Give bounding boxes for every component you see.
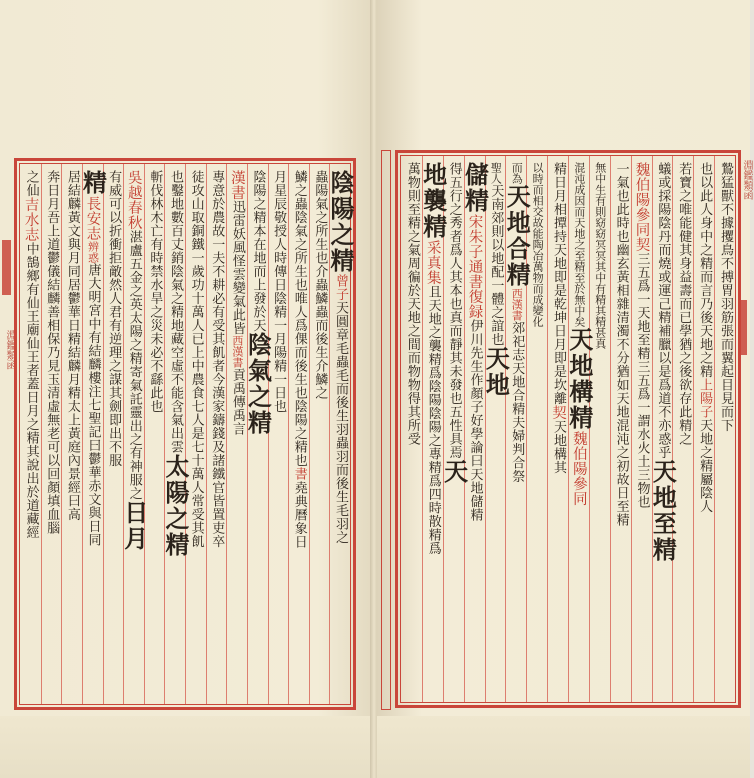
text-column — [418, 156, 448, 702]
text-column — [714, 156, 735, 702]
entry-heading: 天地至精 — [648, 459, 678, 563]
source-citation: 漢書 — [228, 170, 245, 200]
entry-text: 天圓章毛蟲毛而後生羽蟲羽而後生毛羽之 — [333, 301, 348, 544]
left-text-frame — [14, 158, 356, 710]
entry-text: 天南郊則以地配一體之誼也 — [488, 184, 504, 346]
entry-heading: 天地合精 — [502, 184, 532, 288]
source-citation: 上陽子 — [697, 378, 713, 419]
entry-text: 天地構其 — [551, 420, 566, 474]
entry-text: 也以此人身中之精而言乃後天地之精 — [697, 162, 713, 378]
text-column — [564, 156, 594, 702]
source-citation: 采真集 — [424, 240, 441, 285]
column-text — [693, 162, 714, 513]
entry-heading: 地襲精 — [418, 162, 448, 240]
column-text — [206, 170, 227, 548]
right-edge-mark: 淵鑑類函 — [741, 160, 752, 200]
entry-text: 有威可以折衝拒敵然人君有逆理之謀其劍即出不服 — [106, 170, 122, 467]
text-column — [206, 164, 227, 704]
text-column — [460, 156, 490, 702]
text-column — [144, 164, 165, 704]
right-column-area — [401, 156, 735, 702]
right-edge-strip — [381, 150, 391, 710]
source-citation: 魏伯陽參同 — [570, 431, 587, 506]
text-column — [78, 164, 108, 704]
entry-text: 而為 — [510, 162, 524, 184]
entry-heading: 天地 — [481, 346, 511, 398]
column-text — [288, 170, 309, 548]
entry-text: 居結麟黃文與月同居鬱華日精結麟月精太上黃庭內景經曰高 — [64, 170, 80, 521]
left-column-area — [20, 164, 355, 704]
text-column — [185, 164, 206, 704]
entry-text: 鷙猛獸不據攫鳥不搏胃羽筋張而翼起目見而下 — [718, 162, 733, 432]
column-text — [144, 170, 165, 413]
column-text — [648, 162, 678, 563]
text-column — [243, 164, 273, 704]
entry-text: 聖人 — [489, 162, 503, 184]
column-text — [78, 170, 108, 547]
source-citation: 長安志 — [84, 196, 101, 241]
column-text — [714, 162, 735, 432]
entry-heading: 陰氣之精 — [243, 332, 273, 436]
text-column — [20, 164, 41, 704]
entry-heading: 陰陽之精 — [326, 170, 355, 274]
column-text — [41, 170, 62, 535]
source-citation: 辨惑 — [86, 241, 100, 263]
entry-heading: 儲精 — [460, 162, 490, 214]
entry-text: 徒攻山取銅鐵一歲功十萬人已上中農食七人是七十萬人常受其飢 — [188, 170, 204, 548]
right-page — [377, 0, 750, 778]
column-text — [61, 170, 82, 521]
text-column — [481, 156, 511, 702]
text-column — [41, 164, 62, 704]
entry-text: 蟻或採陽陰丹而燒或運己精補臘以是爲道不亦惑乎 — [655, 162, 671, 459]
text-column — [119, 164, 149, 704]
entry-text: 且天地之襲精爲陰陽陰陽之專精爲四時散精爲 — [425, 285, 441, 555]
entry-text: 迅雷妖風怪雲變氣此皆 — [229, 200, 245, 335]
source-citation: 吳越春秋 — [125, 170, 142, 230]
entry-text: 之仙 — [23, 170, 39, 197]
column-text — [502, 162, 532, 483]
entry-text: 若寶之唯能健其身益壽而已學猶之後欲存此精之 — [676, 162, 692, 446]
entry-text: 奔日月吾上道鬱儀結麟善相保乃見玉清虛無老可以回顏填血腦 — [44, 170, 60, 535]
entry-heading: 精 — [78, 170, 108, 196]
column-text — [418, 162, 448, 555]
column-text — [161, 170, 190, 558]
entry-text: 貢禹傳禹言 — [229, 368, 245, 436]
text-column — [693, 156, 714, 702]
entry-heading: 天 — [439, 459, 469, 485]
source-citation: 宋朱子通書復録 — [466, 214, 483, 319]
entry-text: 唐大明宮中有結麟樓注七聖記曰鬱華赤文與日同 — [85, 263, 101, 547]
column-text — [20, 170, 41, 539]
text-column — [631, 156, 652, 702]
entry-text: 鱗之蟲陰氣之所生也唯人爲倮而後生也陰陽之精也 — [291, 170, 307, 467]
text-column — [547, 156, 568, 702]
entry-text: 湛盧五金之英太陽之精寄氣託靈出之有神服之 — [126, 230, 142, 500]
left-page — [0, 0, 374, 778]
source-citation: 西漢書 — [510, 288, 524, 321]
source-citation: 魏伯陽參同契 — [633, 162, 650, 252]
left-page-foot — [0, 716, 374, 778]
text-column — [502, 156, 532, 702]
entry-heading: 太陽之精 — [161, 453, 190, 558]
left-edge-tab — [2, 240, 11, 295]
column-text — [610, 162, 631, 527]
entry-heading: 天地構精 — [564, 327, 594, 431]
text-column — [161, 164, 190, 704]
column-text — [631, 162, 652, 509]
entry-text: 三五爲一天地至精三五爲一謂水火土三物也 — [634, 252, 650, 509]
entry-text: 郊祀志天地合精夫婦判合祭 — [509, 321, 525, 483]
text-column — [648, 156, 678, 702]
column-text — [119, 170, 149, 552]
text-column — [672, 156, 693, 702]
column-text — [103, 170, 124, 467]
entry-text: 斬伐林木亡有時禁水旱之災未必不繇此也 — [147, 170, 163, 413]
column-text — [226, 170, 247, 436]
column-text — [309, 170, 330, 400]
entry-text: 精日月相撢持天地即是乾坤日月即是坎離 — [551, 162, 566, 405]
text-column — [309, 164, 330, 704]
entry-text: 蟲陽氣之所生也介蟲鱗蟲而後生介鱗之 — [312, 170, 328, 400]
text-column — [401, 156, 422, 702]
entry-text: 混沌成因而天地之至精至於無中矣 — [572, 162, 586, 327]
entry-text: 無中生有則窈窈冥冥其中有精其精甚真 — [593, 162, 607, 349]
column-text — [243, 170, 273, 436]
entry-text: 天地之精屬陰人 — [697, 418, 713, 513]
source-citation: 曾子 — [333, 274, 348, 301]
column-text — [672, 162, 693, 446]
entry-text: 萬物則至精之氣周徧於天地之間而物物得其所受 — [404, 162, 420, 446]
entry-text: 月星辰敬授人時傳日陰精一月陽精一日也 — [271, 170, 287, 413]
right-text-frame — [395, 150, 741, 708]
entry-text: 也鑿地數百丈銷陰氣之精地藏空虛不能含氣出雲 — [168, 170, 183, 454]
column-text — [547, 162, 568, 474]
entry-heading: 日月 — [119, 500, 149, 552]
entry-text: 陰陽之精本在地而上發於天 — [250, 170, 266, 332]
entry-text: 堯典曆象日 — [291, 480, 307, 548]
entry-text: 一氣也此時也幽玄黃相雜清濁不分猶如天地混沌之初故日至精 — [613, 162, 629, 527]
entry-text: 以時而相交故能陶冶萬物而成變化 — [531, 162, 545, 327]
right-edge-tab — [738, 300, 747, 355]
entry-text: 伊川先生作顏子好學論曰天地儲精 — [467, 319, 483, 522]
text-column — [288, 164, 309, 704]
right-page-foot — [377, 716, 750, 778]
entry-text: 專意於農故一夫不耕必有受其飢者今漢家鑄錢及諸鐵官皆置吏卒 — [209, 170, 225, 548]
source-citation: 書 — [291, 467, 307, 481]
source-citation: 吉水志 — [22, 197, 39, 242]
column-text — [401, 162, 422, 446]
column-text — [564, 162, 594, 506]
text-column — [61, 164, 82, 704]
text-column — [226, 164, 247, 704]
entry-text: 中鵠鄉有仙王廟仙王者蓋日月之精其說出於道藏經 — [23, 242, 39, 539]
column-text — [326, 170, 355, 544]
text-column — [326, 164, 355, 704]
text-column — [103, 164, 124, 704]
left-edge-mark: 淵鑑類函 — [4, 330, 15, 370]
source-citation: 西漢書 — [230, 335, 244, 368]
column-text — [589, 162, 610, 349]
text-column — [610, 156, 631, 702]
entry-text: 得五行之秀者爲人其本也真而靜其未發也五性具焉 — [446, 162, 462, 459]
source-citation: 契 — [550, 405, 566, 420]
